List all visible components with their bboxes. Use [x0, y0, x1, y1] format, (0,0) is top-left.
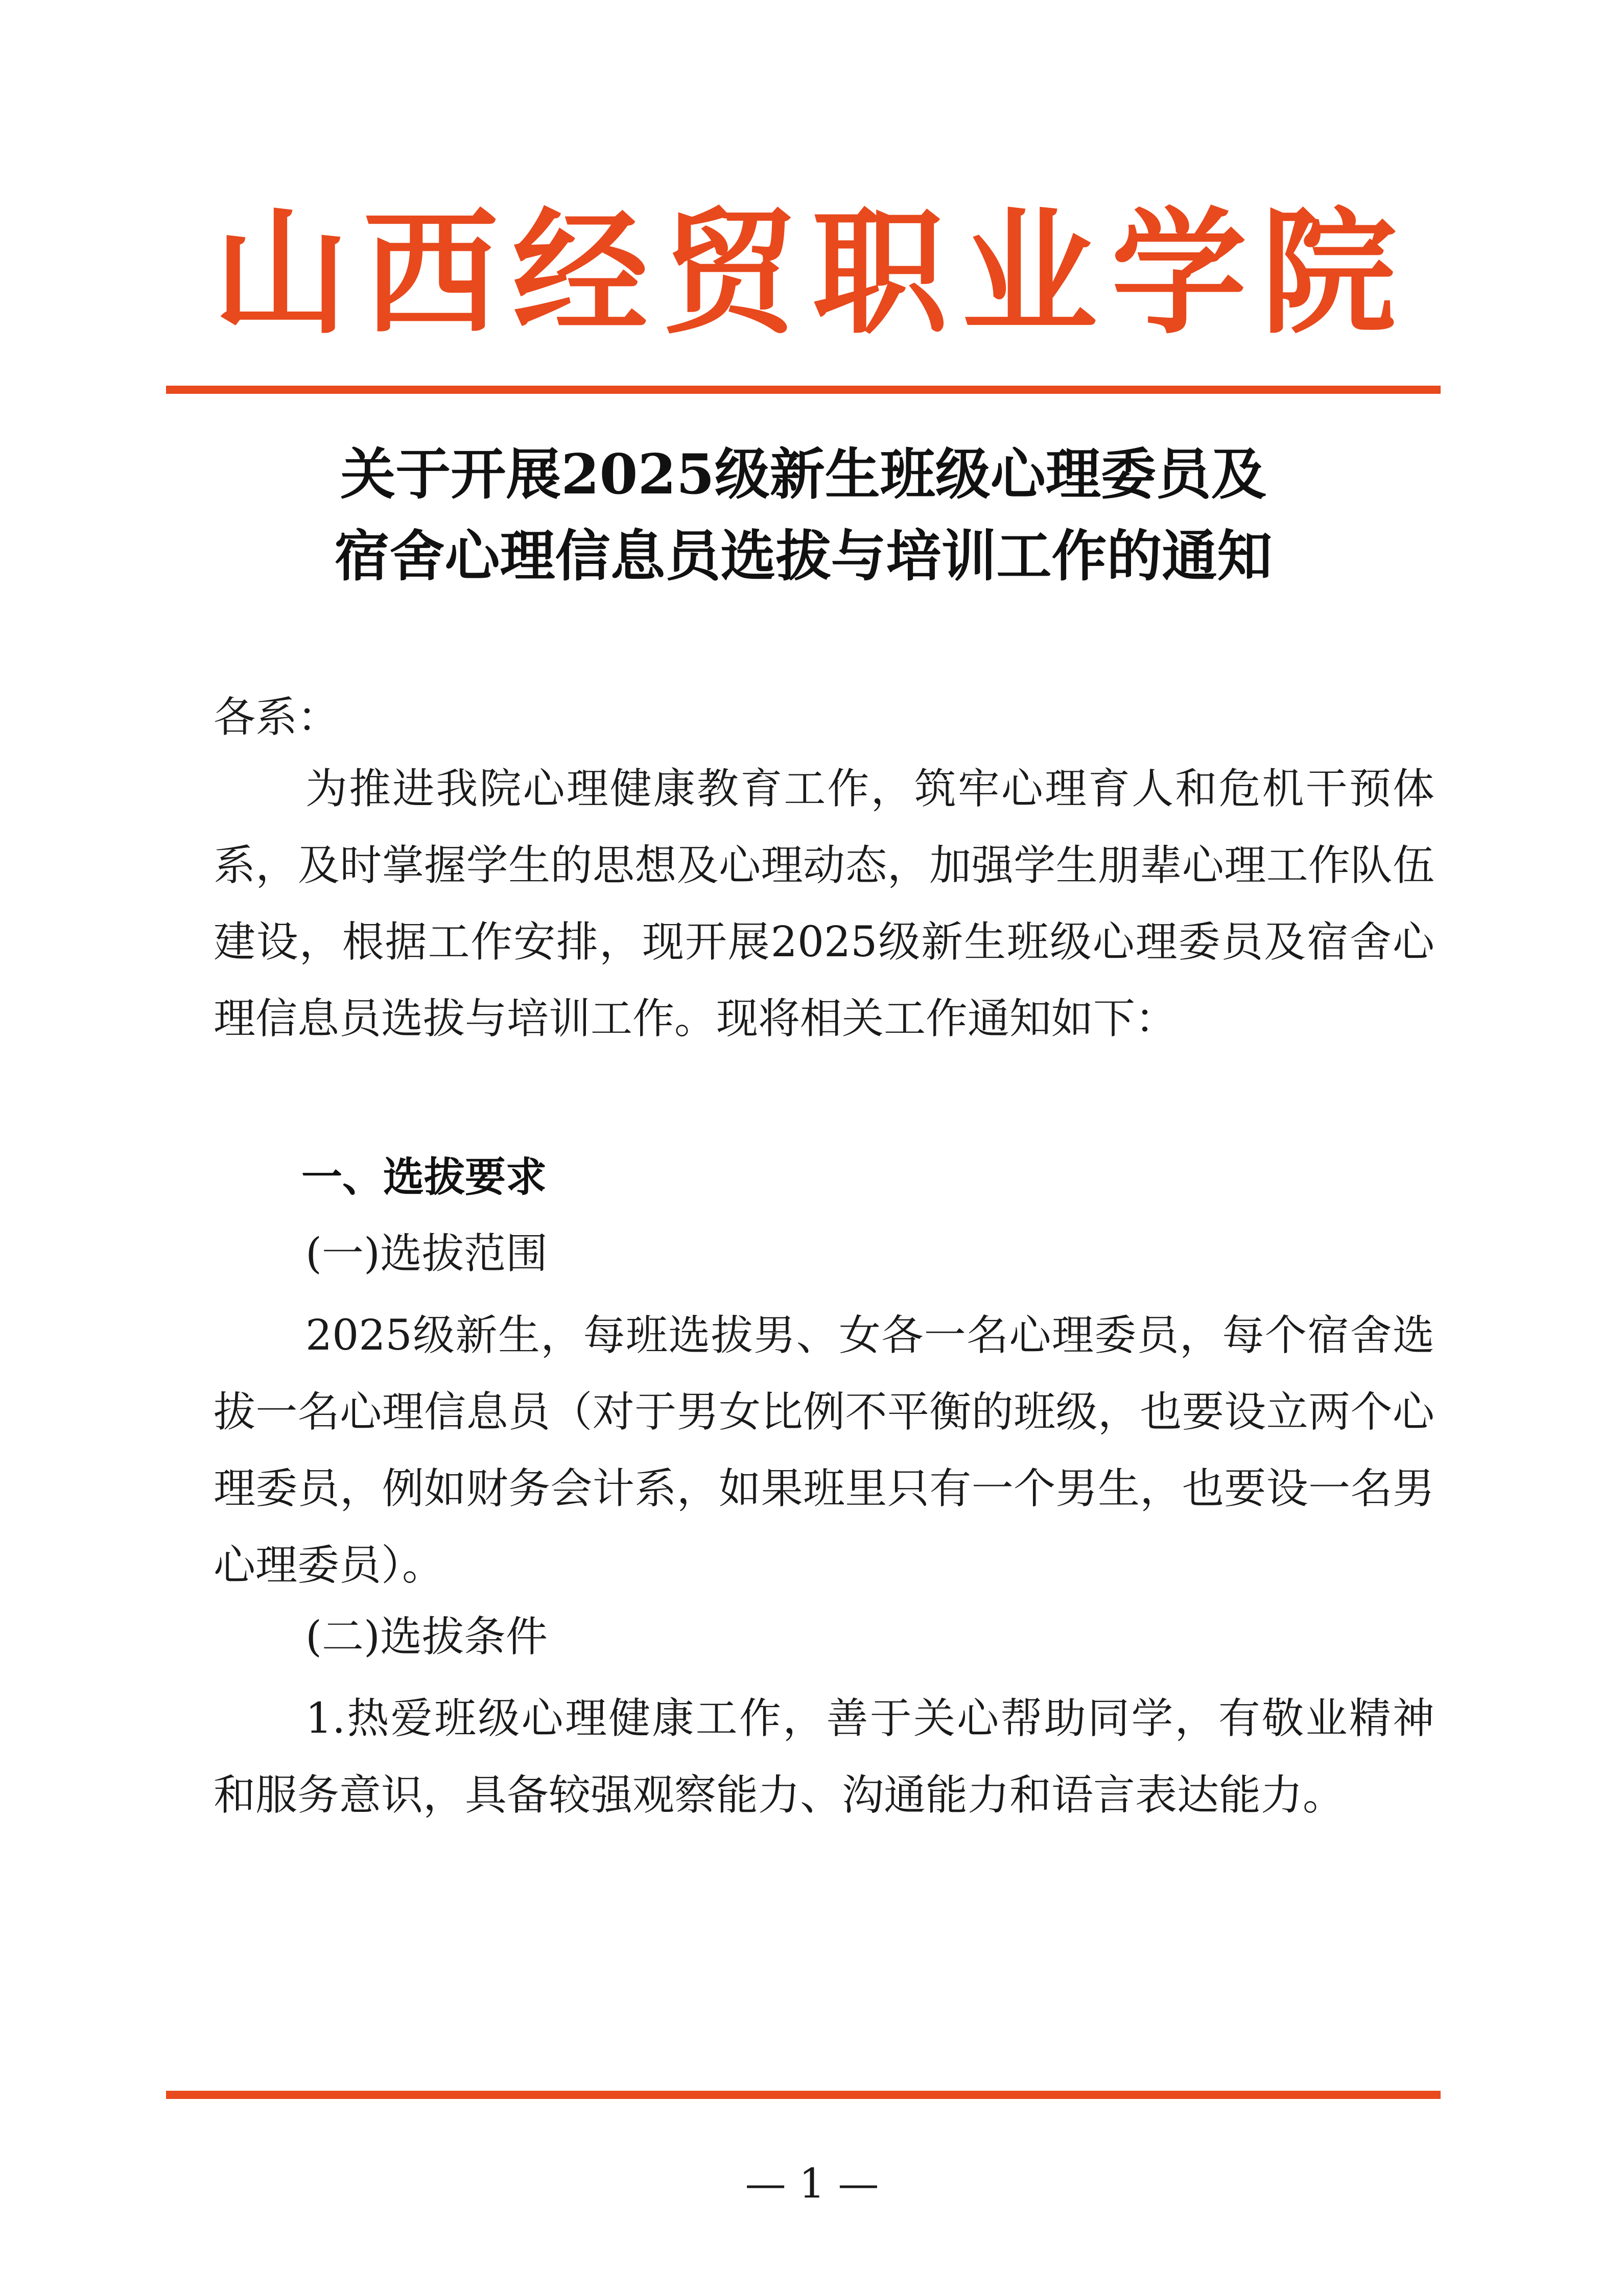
footer-divider	[166, 2091, 1441, 2099]
intro-paragraph: 为推进我院心理健康教育工作，筑牢心理育人和危机干预体系，及时掌握学生的思想及心理动态，加强学生朋辈心理工作队伍建设，根据工作安排，现开展2025级新生班级心理委员及宿舍心理信息员选拔与培训工作。现将相关工作通知如下：	[214, 765, 1434, 1043]
section-heading-selection-requirements: 一、选拔要求	[301, 1153, 547, 1201]
salutation: 各系：	[214, 693, 340, 742]
subsection-heading-selection-scope: (一)选拔范围	[305, 1230, 548, 1278]
institution-letterhead: 山西经贸职业学院	[213, 194, 1411, 352]
condition-1-paragraph: 1.热爱班级心理健康工作，善于关心帮助同学，有敬业精神和服务意识，具备较强观察能力、沟通能力和语言表达能力。	[214, 1694, 1434, 1820]
page-number: — 1 —	[745, 2160, 879, 2207]
header-divider	[166, 386, 1441, 394]
selection-scope-paragraph: 2025级新生，每班选拔男、女各一名心理委员，每个宿舍选拔一名心理信息员（对于男女比例不平衡的班级，也要设立两个心理委员，例如财务会计系，如果班里只有一个男生，也要设一名男心理委员）。	[214, 1311, 1434, 1590]
notice-title-line-1: 关于开展2025级新生班级心理委员及	[340, 442, 1266, 507]
subsection-heading-selection-conditions: (二)选拔条件	[305, 1613, 548, 1661]
notice-title-line-2: 宿舍心理信息员选拔与培训工作的通知	[334, 524, 1273, 588]
